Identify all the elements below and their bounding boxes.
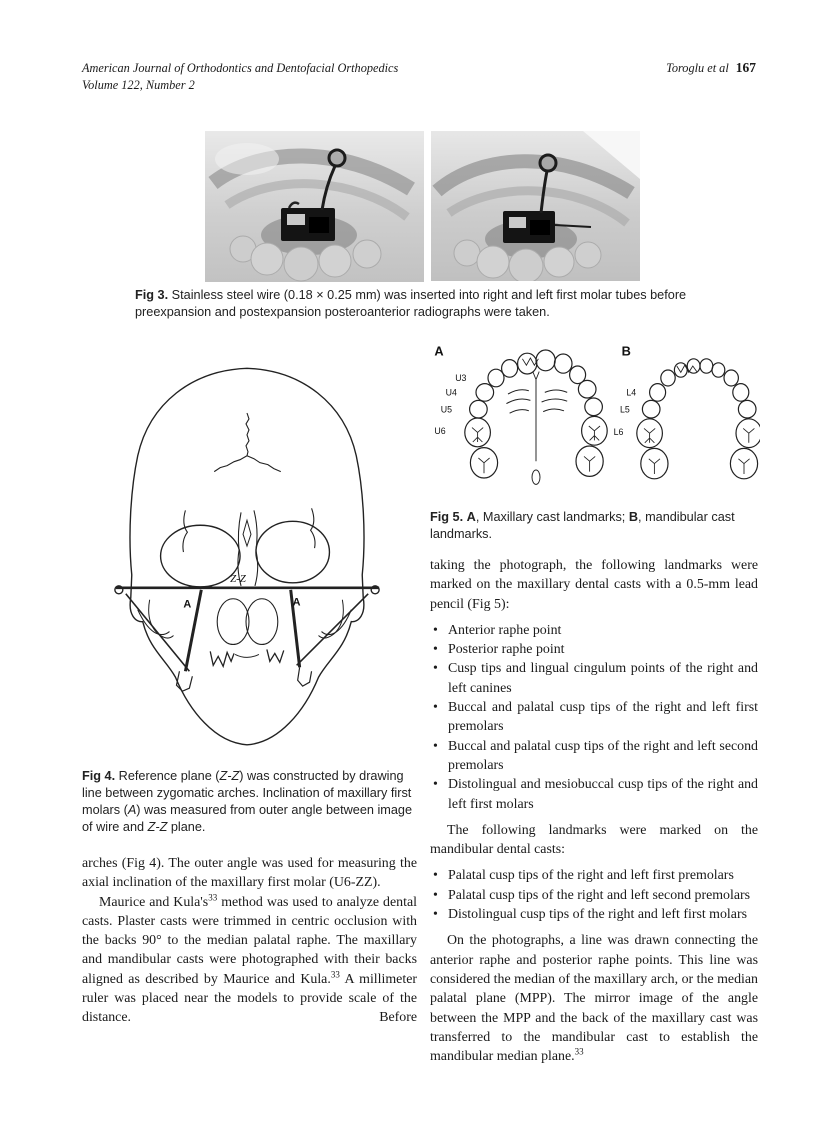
- fig3-label: Fig 3.: [135, 288, 169, 302]
- tooth-label-u6: U6: [434, 426, 446, 436]
- fig3-caption: [135, 287, 715, 321]
- paragraph-text: On the photographs, a line was drawn connecting the anterior raphe and posterior raphe points. This line was considered the median of the maxillary arch, or the median palatal plane (MPP). The mirror image of the angle between the MPP and the back of the maxillary cast was transferred to the mandibular cast to establish the mandibular median plane.: [430, 933, 758, 1065]
- fig4-caption-italic: Z-Z: [147, 820, 168, 834]
- list-item: [430, 698, 758, 737]
- tooth-label-l4: L4: [626, 387, 637, 398]
- list-item-text: Distolingual and mesiobuccal cusp tips of the right and left first molars: [448, 777, 758, 812]
- tooth-label-u4: U4: [445, 387, 457, 398]
- paragraph: The following landmarks were marked on the mandibular dental casts:: [430, 822, 758, 858]
- paragraph: [82, 893, 417, 1028]
- molar-tube-photo-left-image: [205, 131, 424, 282]
- list-item-text: Cusp tips and lingual cingulum points of the right and left canines: [448, 661, 758, 696]
- angle-a-left-label: A: [183, 598, 192, 611]
- list-item: [430, 775, 758, 814]
- list-item-text: Anterior raphe point: [448, 622, 562, 638]
- bullet-icon: •: [433, 738, 438, 754]
- panel-b-label: B: [621, 343, 631, 359]
- bullet-icon: •: [433, 661, 438, 677]
- skull-tracing-image: [98, 360, 396, 765]
- tooth-label-u5: U5: [440, 404, 453, 415]
- bullet-icon: •: [433, 622, 438, 638]
- fig4-caption-text: Reference plane (: [115, 769, 220, 783]
- fig4-caption-text: ) was constructed by drawing line between zygomatic arches. Inclination of maxillary first molars (: [82, 769, 412, 817]
- fig3-photo-right: [431, 131, 640, 281]
- tooth-label-u3: U3: [455, 373, 467, 384]
- fig4-caption-text: plane.: [167, 820, 206, 834]
- mandibular-landmarks-list: [430, 866, 758, 924]
- list-item: [430, 737, 758, 776]
- angle-a-right-label: A: [292, 596, 301, 609]
- list-item: [430, 621, 758, 640]
- fig5-caption-bold: A: [466, 510, 476, 524]
- bullet-icon: •: [433, 642, 438, 658]
- paragraph-text: A millimeter ruler was placed near the models to provide scale of the distance. Before: [82, 971, 417, 1026]
- reference-superscript: 33: [208, 891, 218, 902]
- tooth-label-l5: L5: [620, 404, 630, 415]
- list-item: [430, 886, 758, 905]
- paragraph: taking the photograph, the following landmarks were marked on the maxillary dental casts with a 0.5-mm lead pencil (Fig 5):: [430, 558, 758, 612]
- molar-tube-photo-right-image: [431, 131, 640, 281]
- fig3-caption-text: Stainless steel wire (0.18 × 0.25 mm) was inserted into right and left first molar tubes before preexpansion and postexpansion posteroanterior radiographs were taken.: [135, 288, 687, 319]
- reference-superscript: 33: [330, 969, 340, 980]
- paragraph-text: Maurice and Kula's: [99, 894, 209, 910]
- page-number: 167: [735, 60, 756, 75]
- fig4-label: Fig 4.: [82, 769, 116, 783]
- list-item: [430, 640, 758, 659]
- bullet-icon: •: [433, 700, 438, 716]
- list-item-text: Palatal cusp tips of the right and left second premolars: [448, 887, 751, 903]
- list-item-text: Posterior raphe point: [448, 642, 565, 658]
- panel-a-label: A: [434, 343, 444, 359]
- list-item-text: Buccal and palatal cusp tips of the right and left first premolars: [448, 700, 758, 735]
- reference-superscript: 33: [574, 1046, 584, 1057]
- paragraph: [430, 931, 758, 1066]
- fig5-label: Fig 5.: [430, 510, 464, 524]
- right-text-column: [430, 556, 758, 1066]
- authors: Toroglu et al: [666, 61, 729, 75]
- maxillary-landmarks-list: [430, 621, 758, 814]
- list-item-text: Buccal and palatal cusp tips of the right and left second premolars: [448, 738, 758, 773]
- running-head: [666, 60, 756, 76]
- fig5-cast-diagrams: [428, 341, 760, 512]
- journal-header: [82, 60, 398, 94]
- tooth-label-l6: L6: [613, 426, 624, 437]
- paragraph-text: method was used to analyze dental casts. Plaster casts were trimmed in centric occlusion with the backs 90° to the median palatal raphe. The maxillary and mandibular casts were photographed with their backs aligned as described by Maurice and Kula.: [82, 894, 417, 987]
- fig5-caption-text: , Maxillary cast landmarks;: [475, 510, 629, 524]
- list-item: [430, 905, 758, 924]
- zz-plane-label: Z-Z: [230, 572, 246, 585]
- cast-landmarks-image: [428, 341, 760, 507]
- list-item: [430, 866, 758, 885]
- fig4-caption-text: ) was measured from outer angle between image of wire and: [82, 803, 413, 834]
- journal-title: American Journal of Orthodontics and Dentofacial Orthopedics: [82, 61, 399, 75]
- bullet-icon: •: [433, 868, 438, 884]
- list-item-text: Distolingual cusp tips of the right and left first molars: [448, 907, 747, 923]
- fig3-photo-left: [205, 131, 424, 282]
- fig4-skull-diagram: [98, 360, 396, 770]
- bullet-icon: •: [433, 777, 438, 793]
- fig4-caption-italic: Z-Z: [219, 769, 240, 783]
- fig5-caption-bold: B: [628, 510, 639, 524]
- fig4-caption-italic: A: [127, 803, 137, 817]
- bullet-icon: •: [433, 907, 438, 923]
- bullet-icon: •: [433, 887, 438, 903]
- list-item: [430, 659, 758, 698]
- fig4-caption: [82, 768, 417, 836]
- left-text-column: [82, 854, 417, 1028]
- journal-volume: Volume 122, Number 2: [82, 78, 195, 92]
- list-item-text: Palatal cusp tips of the right and left first premolars: [448, 868, 734, 884]
- paragraph: arches (Fig 4). The outer angle was used for measuring the axial inclination of the maxillary first molar (U6-ZZ).: [82, 856, 417, 891]
- fig5-caption-text: , mandibular cast landmarks.: [430, 510, 735, 541]
- fig5-caption: [430, 509, 760, 543]
